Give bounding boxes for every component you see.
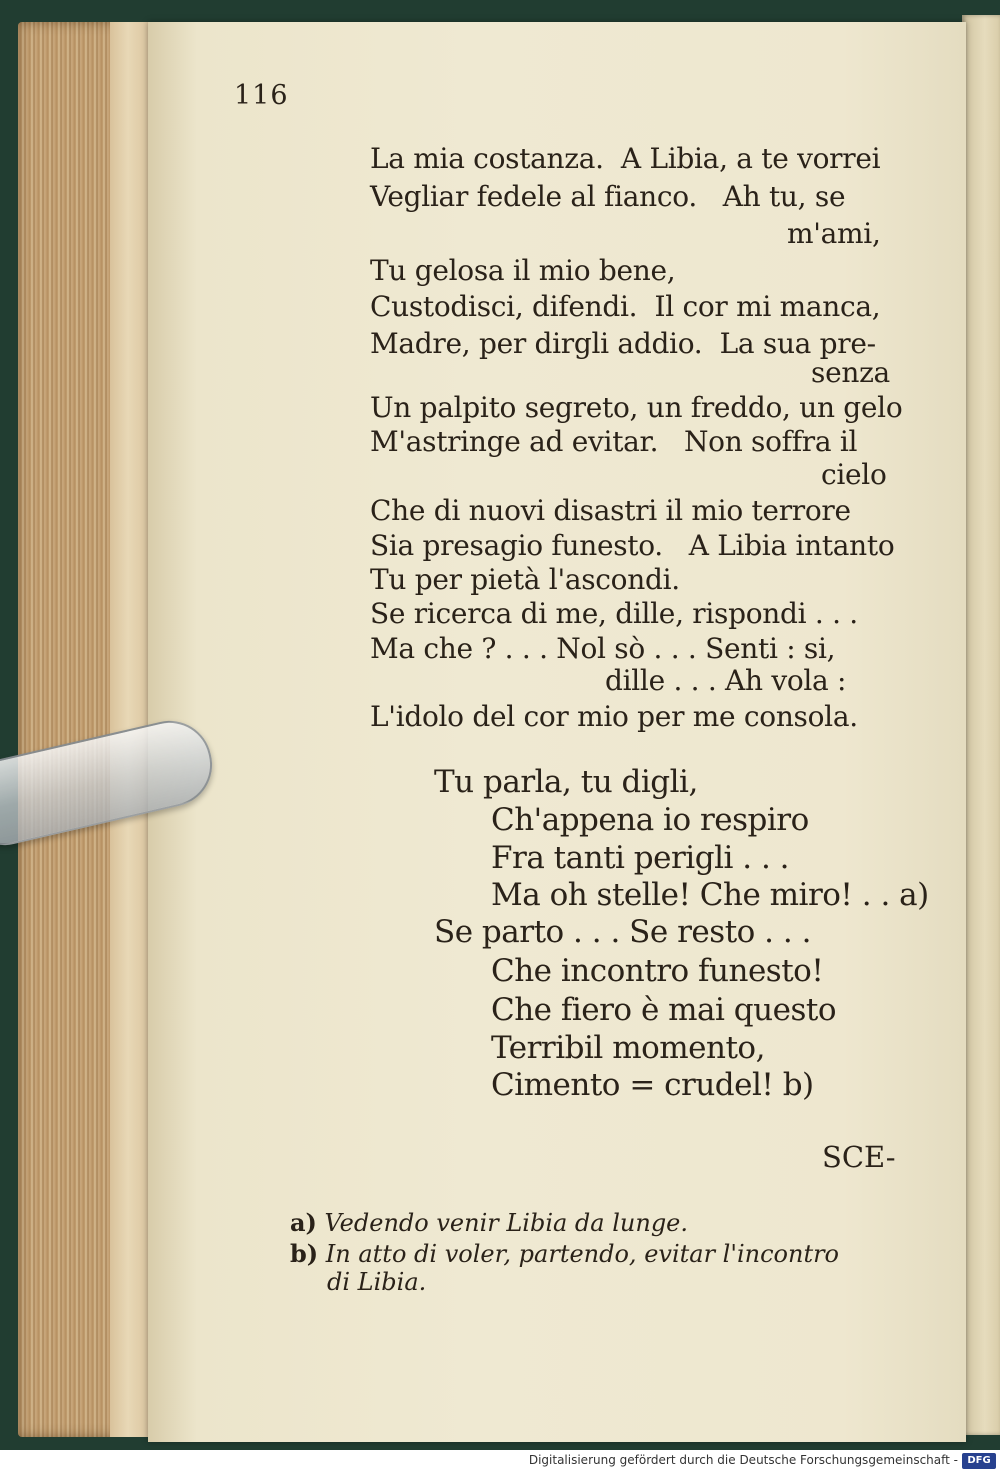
verse-line: Tu gelosa il mio bene, — [370, 254, 676, 287]
dfg-logo: DFG — [962, 1453, 996, 1469]
verse-line-runover: dille . . . Ah vola : — [605, 664, 847, 697]
footnote-mark: a) — [290, 1208, 317, 1237]
verse-line: M'astringe ad evitar. Non soffra il — [370, 425, 858, 458]
verse-line: Madre, per dirgli addio. La sua pre- — [370, 327, 876, 360]
aria-line: Fra tanti perigli . . . — [491, 840, 790, 876]
catchword: SCE- — [822, 1140, 896, 1174]
aria-line: Cimento = crudel! b) — [491, 1067, 814, 1103]
aria-line: Che incontro funesto! — [491, 953, 824, 989]
verse-line-runover: senza — [811, 356, 890, 389]
verse-line: Tu per pietà l'ascondi. — [370, 563, 680, 596]
verse-line: L'idolo del cor mio per me consola. — [370, 700, 858, 733]
aria-line: Tu parla, tu digli, — [434, 764, 698, 800]
footnote-b — [290, 1239, 839, 1268]
footnote-a — [290, 1208, 688, 1237]
verse-line-runover: cielo — [821, 458, 887, 491]
footnote-text: Vedendo venir Libia da lunge. — [324, 1209, 689, 1237]
verse-line: Un palpito segreto, un freddo, un gelo — [370, 391, 903, 424]
footnote-b-continued: di Libia. — [327, 1268, 427, 1296]
aria-line: Se parto . . . Se resto . . . — [434, 914, 811, 950]
digitization-footer — [0, 1450, 1000, 1473]
footnote-text: In atto di voler, partendo, evitar l'incontro — [325, 1240, 840, 1268]
verse-line-runover: m'ami, — [787, 217, 881, 250]
footnote-mark: b) — [290, 1239, 319, 1268]
aria-line: Terribil momento, — [491, 1030, 765, 1066]
page-number: 116 — [234, 80, 289, 111]
aria-line: Ch'appena io respiro — [491, 802, 809, 838]
verse-line: Vegliar fedele al fianco. Ah tu, se — [370, 180, 846, 213]
aria-line: Che fiero è mai questo — [491, 992, 836, 1028]
verse-line: Se ricerca di me, dille, rispondi . . . — [370, 597, 858, 630]
verse-line: Che di nuovi disastri il mio terrore — [370, 494, 851, 527]
verse-line: Custodisci, difendi. Il cor mi manca, — [370, 290, 881, 323]
verse-line: Ma che ? . . . Nol sò . . . Senti : si, — [370, 632, 836, 665]
verse-line: Sia presagio funesto. A Libia intanto — [370, 529, 895, 562]
facing-page-edge — [962, 15, 1000, 1435]
aria-line: Ma oh stelle! Che miro! . . a) — [491, 877, 929, 913]
footer-credit: Digitalisierung gefördert durch die Deutsche Forschungsgemeinschaft - — [528, 1453, 958, 1467]
verse-line: La mia costanza. A Libia, a te vorrei — [370, 142, 881, 175]
